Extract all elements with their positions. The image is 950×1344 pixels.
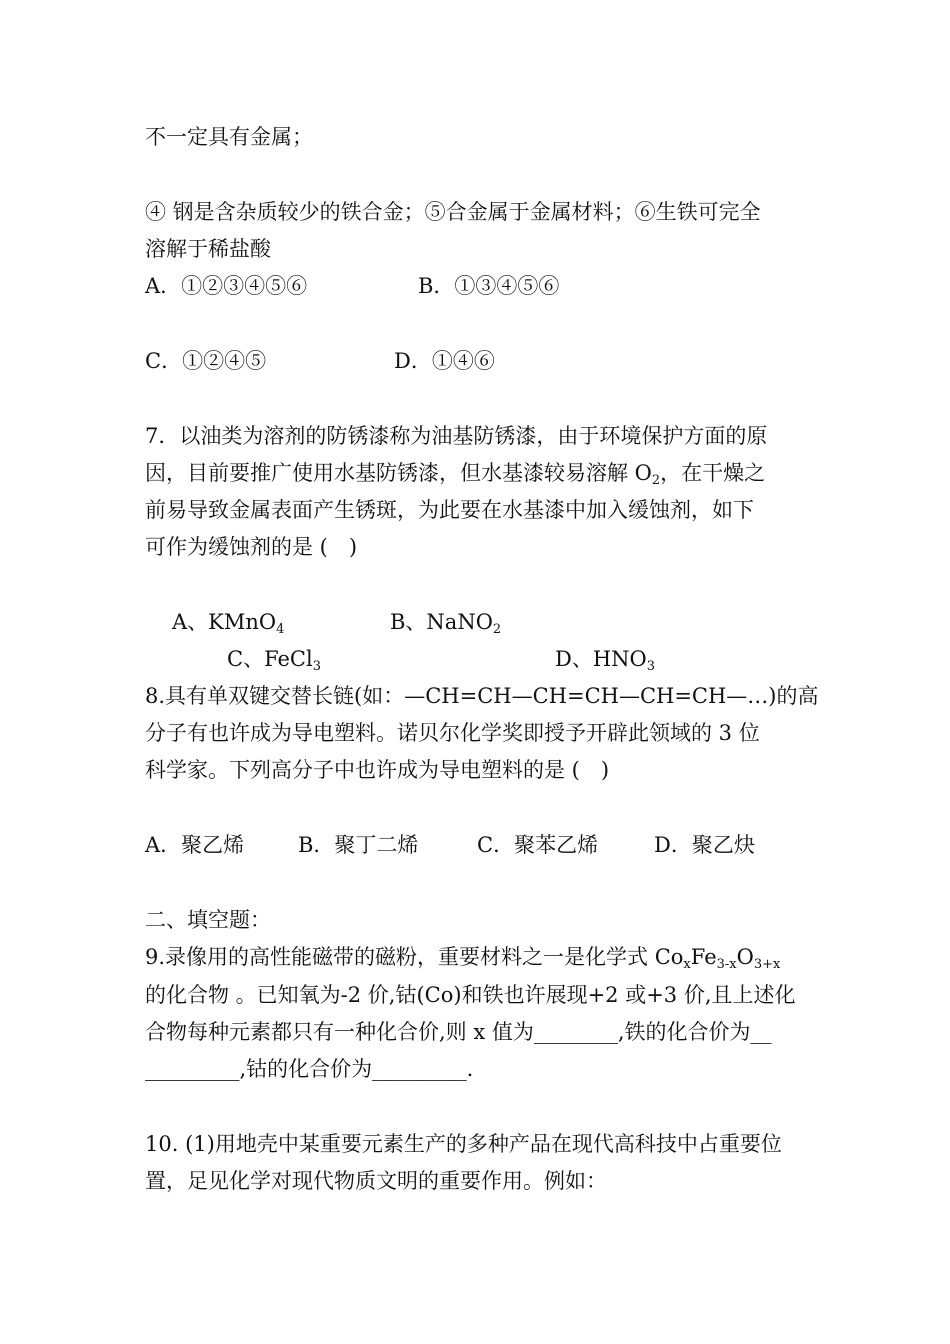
q9-fe-symbol: Fe (690, 945, 717, 969)
q8-option-c: C．聚苯乙烯 (477, 833, 599, 857)
q7-line-1: 7．以油类为溶剂的防锈漆称为油基防锈漆，由于环境保护方面的原 (145, 424, 768, 448)
q7-line-2-tail: ，在干燥之 (660, 461, 766, 485)
q7-option-c-text: C、FeCl (227, 647, 313, 671)
q8-line-2: 分子有也许成为导电塑料。诺贝尔化学奖即授予开辟此领域的 3 位 (145, 721, 760, 745)
q8-line-1: 8.具有单双键交替长链(如：—CH=CH—CH=CH—CH=CH—…)的高 (145, 684, 819, 708)
q9-line-4: _________,钴的化合价为_________. (145, 1057, 474, 1081)
q7-option-a-text: A、KMnO (172, 610, 277, 634)
q8-option-a: A．聚乙烯 (145, 833, 245, 857)
q9-o-symbol: O (736, 945, 754, 969)
q9-o-subscript: 3+x (753, 957, 781, 972)
q7-line-2 (145, 459, 765, 487)
q9-co-subscript: x (683, 957, 691, 972)
q7-option-a-sub: 4 (276, 622, 285, 637)
q7-o2-subscript: 2 (651, 473, 661, 488)
q7-option-d-sub: 3 (646, 659, 656, 674)
q6-option-c: C．①②④⑤ (145, 349, 267, 373)
q8-option-b: B．聚丁二烯 (298, 833, 419, 857)
q8-option-d: D．聚乙炔 (654, 833, 755, 857)
q7-line-4: 可作为缓蚀剂的是 ( ) (145, 535, 358, 559)
q6-line-3: 溶解于稀盐酸 (145, 237, 271, 261)
q10-line-2: 置，足见化学对现代物质文明的重要作用。例如： (145, 1169, 607, 1193)
q9-line-1-text: 9.录像用的高性能磁带的磁粉，重要材料之一是化学式 Co (145, 945, 684, 969)
q6-line-1: 不一定具有金属； (145, 125, 313, 149)
q6-line-2: ④ 钢是含杂质较少的铁合金；⑤合金属于金属材料；⑥生铁可完全 (145, 200, 761, 224)
q9-fe-subscript: 3-x (716, 957, 737, 972)
q7-option-a (172, 608, 284, 636)
q10-line-1: 10. (1)用地壳中某重要元素生产的多种产品在现代高科技中占重要位 (145, 1132, 782, 1156)
q7-option-c (227, 645, 321, 673)
q6-option-d: D．①④⑥ (394, 349, 495, 373)
q7-line-2-text: 因，目前要推广使用水基防锈漆，但水基漆较易溶解 O (145, 461, 652, 485)
q6-option-a: A．①②③④⑤⑥ (145, 274, 308, 298)
q7-option-d-text: D、HNO (555, 647, 647, 671)
q9-line-3: 合物每种元素都只有一种化合价,则 x 值为________,铁的化合价为__ (145, 1020, 772, 1044)
q7-option-d (555, 645, 655, 673)
section-heading-fill-in: 二、填空题： (145, 908, 271, 932)
q7-option-b-text: B、NaNO (390, 610, 493, 634)
q7-option-b-sub: 2 (492, 622, 502, 637)
q8-line-3: 科学家。下列高分子中也许成为导电塑料的是 ( ) (145, 758, 610, 782)
q7-option-b (390, 608, 501, 636)
q7-option-c-sub: 3 (312, 659, 321, 674)
q6-option-b: B．①③④⑤⑥ (418, 274, 560, 298)
q9-line-1 (145, 943, 780, 971)
q7-line-3: 前易导致金属表面产生锈斑，为此要在水基漆中加入缓蚀剂，如下 (145, 498, 754, 522)
q9-line-2: 的化合物 。已知氧为-2 价,钴(Co)和铁也许展现+2 或+3 价,且上述化 (145, 983, 796, 1007)
